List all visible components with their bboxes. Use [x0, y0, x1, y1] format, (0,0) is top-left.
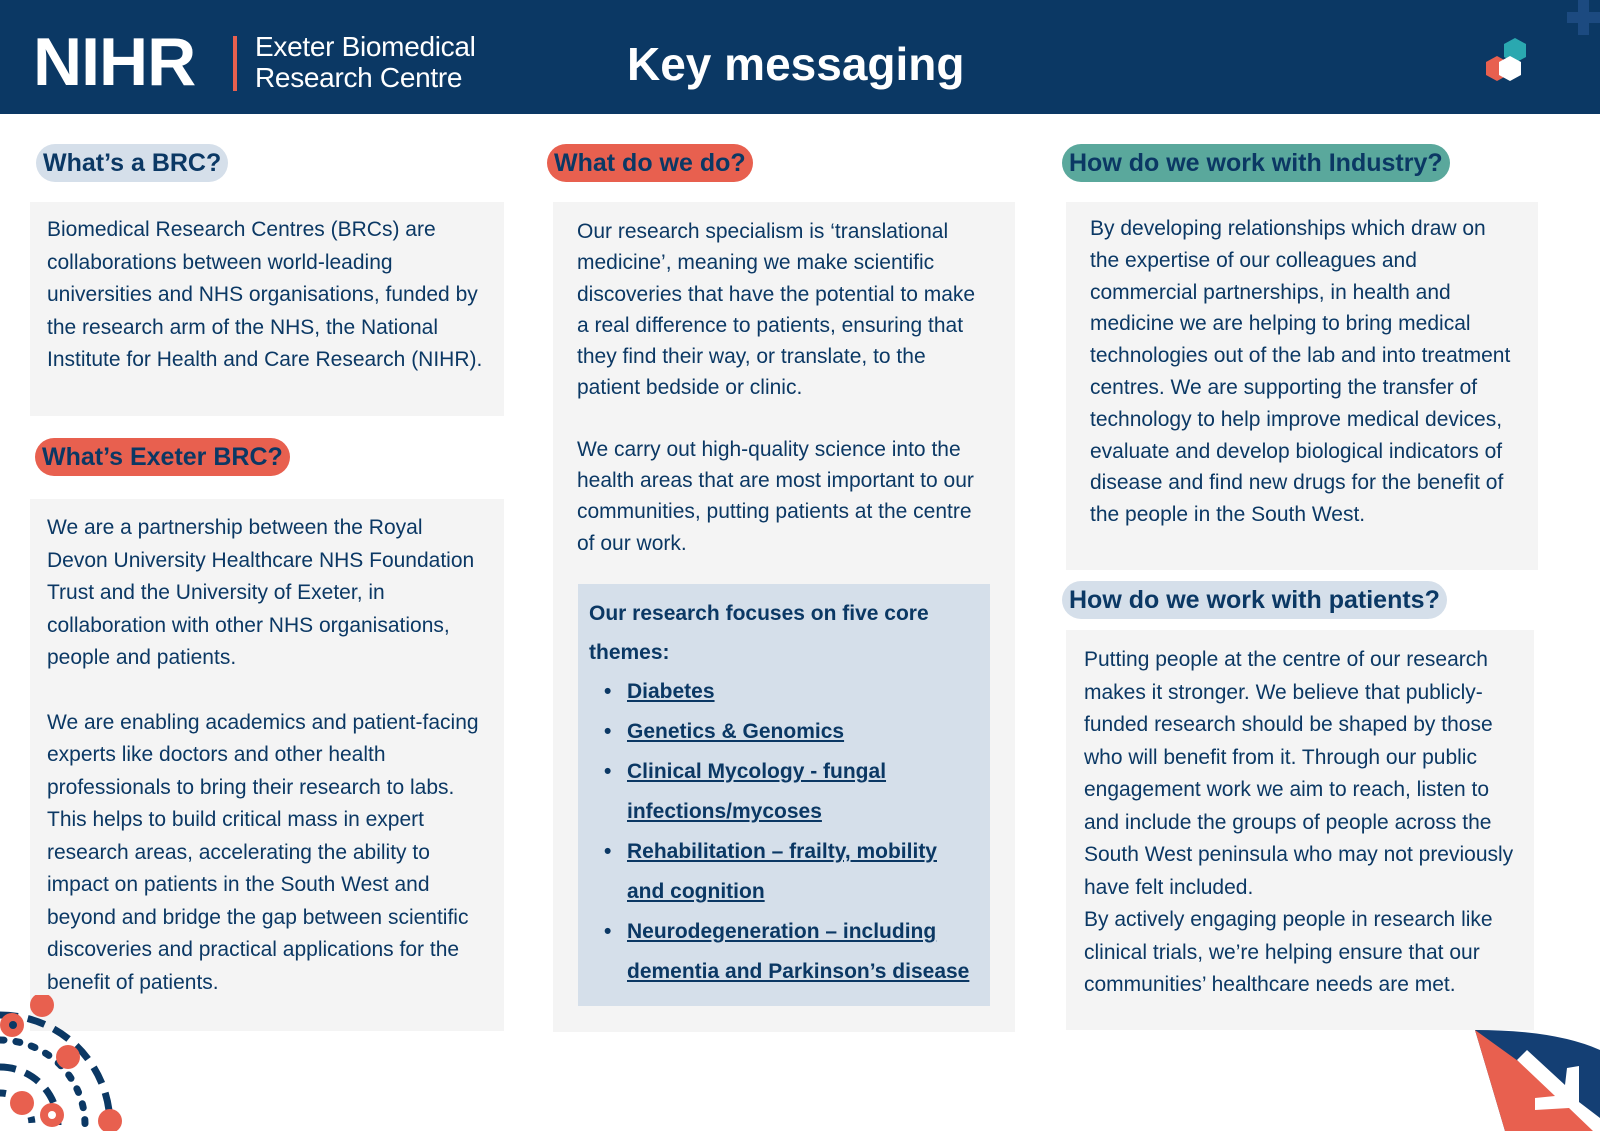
heading-whats-brc: What’s a BRC?: [36, 144, 228, 182]
what-do-we-do-text-1: Our research specialism is ‘translational medicine’, meaning we make scientific discoveries that have the potential to make a real difference to patients, ensuring that they find their way, or translate, to the patient bedside or clinic.: [577, 220, 976, 400]
theme-item: [589, 832, 979, 912]
bullet-icon: •: [604, 840, 612, 863]
theme-link-rehabilitation[interactable]: Rehabilitation – frailty, mobility and cognition: [627, 840, 937, 903]
themes-title: Our research focuses on five core themes:: [589, 602, 929, 664]
what-do-we-do-text-2: We carry out high-quality science into the health areas that are most important to our communities, putting patients at the centre of our work.: [577, 437, 974, 555]
exeter-brc-text-2: We are enabling academics and patient-facing experts like doctors and other health professionals to bring their research to labs. This helps to build critical mass in expert research areas, accelerating the ability to impact on patients in the South West and beyond and bridge the gap between scientific discoveries and practical applications for the benefit of patients.: [47, 710, 479, 994]
theme-item: [589, 712, 979, 752]
nihr-logo: NIHR: [33, 24, 196, 100]
panel-whats-brc: [30, 202, 504, 416]
page-title: Key messaging: [627, 38, 965, 90]
heading-whats-exeter-brc: What’s Exeter BRC?: [35, 438, 290, 476]
hexagon-cluster-icon: [1485, 32, 1555, 88]
theme-link-diabetes[interactable]: Diabetes: [627, 680, 715, 703]
industry-text: By developing relationships which draw on the expertise of our colleagues and commercial partnerships, in health and medicine we are helping to bring medical technologies out of the lab and into treatment centres. We are supporting the transfer of technology to help improve medical devices, evaluate and develop biological indicators of disease and find new drugs for the benefit of the people in the South West.: [1090, 217, 1511, 527]
heading-industry: How do we work with Industry?: [1062, 144, 1450, 182]
theme-link-genetics[interactable]: Genetics & Genomics: [627, 720, 845, 743]
patients-text-2: By actively engaging people in research like clinical trials, we’re helping ensure that our communities’ healthcare needs are met.: [1084, 908, 1493, 996]
bullet-icon: •: [604, 760, 612, 783]
logo-subtitle-line2: Research Centre: [255, 62, 463, 93]
panel-industry: [1066, 202, 1538, 570]
heading-what-do-we-do: What do we do?: [547, 144, 753, 182]
arrow-graphic: [1475, 1030, 1600, 1131]
header-banner: [0, 0, 1600, 114]
logo-subtitle: [255, 31, 476, 93]
panel-whats-exeter-brc: [30, 499, 504, 1031]
panel-patients: [1066, 630, 1534, 1030]
whats-brc-text: Biomedical Research Centres (BRCs) are collaborations between world-leading universities and NHS organisations, funded by the research arm of the NHS, the National Institute for Health and Care Research (NIHR).: [47, 218, 483, 371]
theme-link-neurodegeneration[interactable]: Neurodegeneration – including dementia and Parkinson’s disease: [627, 920, 970, 983]
themes-list: [589, 672, 979, 992]
dotted-arcs-graphic: [0, 995, 130, 1131]
bullet-icon: •: [604, 920, 612, 943]
exeter-brc-text-1: We are a partnership between the Royal Devon University Healthcare NHS Foundation Trust and the University of Exeter, in collaboration with other NHS organisations, people and patients.: [47, 516, 475, 669]
logo-subtitle-line1: Exeter Biomedical: [255, 31, 476, 62]
themes-panel: [578, 584, 990, 1006]
heading-patients: How do we work with patients?: [1062, 581, 1447, 619]
patients-text-1: Putting people at the centre of our research makes it stronger. We believe that publicly-funded research should be shaped by those who will benefit from it. Through our public engagement work we aim to reach, listen to and include the groups of people across the South West peninsula who may not previously have felt included.: [1084, 648, 1514, 899]
plus-icon: [1567, 0, 1600, 35]
logo-divider: [233, 36, 237, 91]
bullet-icon: •: [604, 720, 612, 743]
theme-item: [589, 912, 979, 992]
theme-link-mycology[interactable]: Clinical Mycology - fungal infections/mycoses: [627, 760, 887, 823]
bullet-icon: •: [604, 680, 612, 703]
theme-item: [589, 752, 979, 832]
theme-item: [589, 672, 979, 712]
